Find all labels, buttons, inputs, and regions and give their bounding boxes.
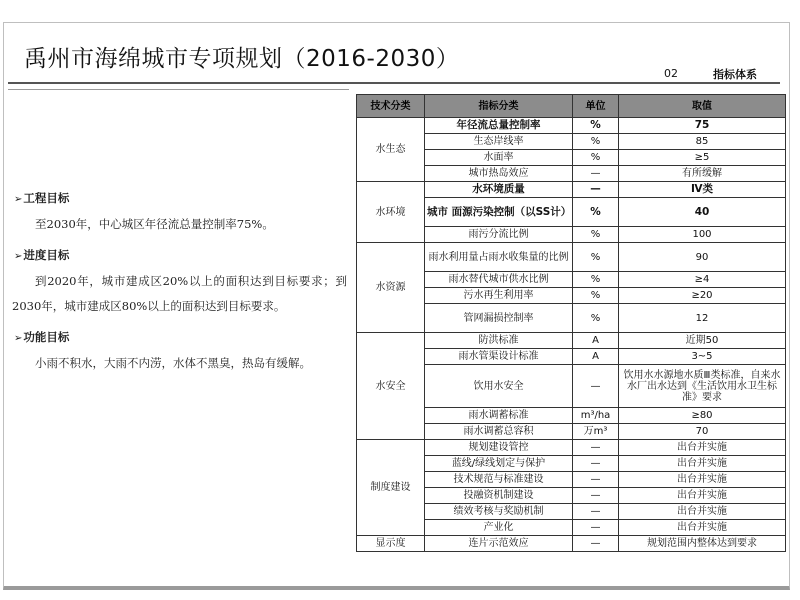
indicator-cell: 城市热岛效应: [425, 166, 573, 182]
goal-text: 小雨不积水，大雨不内涝，水体不黑臭，热岛有缓解。: [35, 356, 311, 370]
indicator-cell: 技术规范与标准建设: [425, 472, 573, 488]
goal-heading: 工程目标: [23, 191, 70, 205]
header-indicator: 指标分类: [425, 95, 573, 118]
table-row: [357, 182, 786, 198]
arrow-bullet-icon: ➢: [14, 251, 23, 262]
value-cell: 规划范围内整体达到要求: [619, 536, 786, 552]
unit-cell: —: [573, 440, 619, 456]
unit-cell: —: [573, 166, 619, 182]
unit-cell: —: [573, 472, 619, 488]
unit-cell: %: [573, 243, 619, 272]
page-title: 禹州市海绵城市专项规划（2016-2030）: [24, 46, 460, 72]
value-cell: 85: [619, 134, 786, 150]
indicator-cell: 雨水利用量占雨水收集量的比例: [425, 243, 573, 272]
goals-panel: [12, 180, 347, 376]
table-row: [357, 536, 786, 552]
indicator-cell: 绩效考核与奖励机制: [425, 504, 573, 520]
unit-cell: m³/ha: [573, 408, 619, 424]
indicator-cell: 投融资机制建设: [425, 488, 573, 504]
indicator-cell: 饮用水安全: [425, 365, 573, 408]
category-cell: 制度建设: [357, 440, 425, 536]
unit-cell: %: [573, 288, 619, 304]
indicator-table: [356, 94, 786, 552]
unit-cell: —: [573, 365, 619, 408]
value-cell: ≥4: [619, 272, 786, 288]
header-value: 取值: [619, 95, 786, 118]
unit-cell: —: [573, 456, 619, 472]
value-cell: 出台并实施: [619, 472, 786, 488]
header-unit: 单位: [573, 95, 619, 118]
category-cell: 水安全: [357, 333, 425, 440]
goal-heading: 进度目标: [23, 248, 70, 262]
unit-cell: %: [573, 134, 619, 150]
value-cell: 出台并实施: [619, 488, 786, 504]
table-row: [357, 243, 786, 272]
title-divider: [8, 82, 780, 84]
indicator-cell: 规划建设管控: [425, 440, 573, 456]
indicator-cell: 蓝线/绿线划定与保护: [425, 456, 573, 472]
left-panel-divider: [8, 89, 349, 90]
value-cell: Ⅳ类: [619, 182, 786, 198]
indicator-cell: 污水再生利用率: [425, 288, 573, 304]
table-row: [357, 333, 786, 349]
indicator-cell: 水环境质量: [425, 182, 573, 198]
indicator-cell: 雨水调蓄总容积: [425, 424, 573, 440]
value-cell: 70: [619, 424, 786, 440]
value-cell: 75: [619, 118, 786, 134]
goal-text: 至2030年，中心城区年径流总量控制率75%。: [35, 217, 274, 231]
indicator-cell: 年径流总量控制率: [425, 118, 573, 134]
value-cell: 近期50: [619, 333, 786, 349]
goal-text: 到2020年，城市建成区20%以上的面积达到目标要求；到2030年，城市建成区80%以上的面积达到目标要求。: [12, 274, 347, 313]
value-cell: 饮用水水源地水质Ⅲ类标准，自来水水厂出水达到《生活饮用水卫生标准》要求: [619, 365, 786, 408]
table-row: [357, 440, 786, 456]
value-cell: 3~5: [619, 349, 786, 365]
section-number: 02: [664, 67, 678, 80]
value-cell: 出台并实施: [619, 440, 786, 456]
indicator-cell: 生态岸线率: [425, 134, 573, 150]
table-row: [357, 118, 786, 134]
goal-heading: 功能目标: [23, 330, 70, 344]
indicator-cell: 管网漏损控制率: [425, 304, 573, 333]
indicator-cell: 连片示范效应: [425, 536, 573, 552]
indicator-cell: 雨水调蓄标准: [425, 408, 573, 424]
unit-cell: %: [573, 198, 619, 227]
unit-cell: —: [573, 182, 619, 198]
indicator-cell: 水面率: [425, 150, 573, 166]
value-cell: 出台并实施: [619, 456, 786, 472]
unit-cell: 万m³: [573, 424, 619, 440]
goal-progress: [12, 247, 347, 319]
indicator-cell: 雨污分流比例: [425, 227, 573, 243]
header-category: 技术分类: [357, 95, 425, 118]
indicator-cell: 雨水管渠设计标准: [425, 349, 573, 365]
indicator-cell: 防洪标准: [425, 333, 573, 349]
unit-cell: —: [573, 520, 619, 536]
value-cell: 出台并实施: [619, 520, 786, 536]
value-cell: ≥80: [619, 408, 786, 424]
goal-function: [12, 329, 347, 376]
section-name: 指标体系: [713, 68, 757, 81]
unit-cell: —: [573, 536, 619, 552]
unit-cell: %: [573, 304, 619, 333]
unit-cell: —: [573, 504, 619, 520]
unit-cell: %: [573, 118, 619, 134]
arrow-bullet-icon: ➢: [14, 194, 23, 205]
unit-cell: %: [573, 227, 619, 243]
unit-cell: %: [573, 272, 619, 288]
arrow-bullet-icon: ➢: [14, 333, 23, 344]
category-cell: 水环境: [357, 182, 425, 243]
value-cell: ≥20: [619, 288, 786, 304]
indicator-cell: 产业化: [425, 520, 573, 536]
value-cell: 40: [619, 198, 786, 227]
category-cell: 显示度: [357, 536, 425, 552]
table-header-row: [357, 95, 786, 118]
value-cell: 有所缓解: [619, 166, 786, 182]
unit-cell: A: [573, 349, 619, 365]
goal-engineering: [12, 190, 347, 237]
unit-cell: A: [573, 333, 619, 349]
value-cell: ≥5: [619, 150, 786, 166]
value-cell: 出台并实施: [619, 504, 786, 520]
unit-cell: %: [573, 150, 619, 166]
value-cell: 100: [619, 227, 786, 243]
indicator-cell: 雨水替代城市供水比例: [425, 272, 573, 288]
category-cell: 水生态: [357, 118, 425, 182]
unit-cell: —: [573, 488, 619, 504]
value-cell: 90: [619, 243, 786, 272]
indicator-cell: 城市 面源污染控制（以SS计）: [425, 198, 573, 227]
value-cell: 12: [619, 304, 786, 333]
category-cell: 水资源: [357, 243, 425, 333]
